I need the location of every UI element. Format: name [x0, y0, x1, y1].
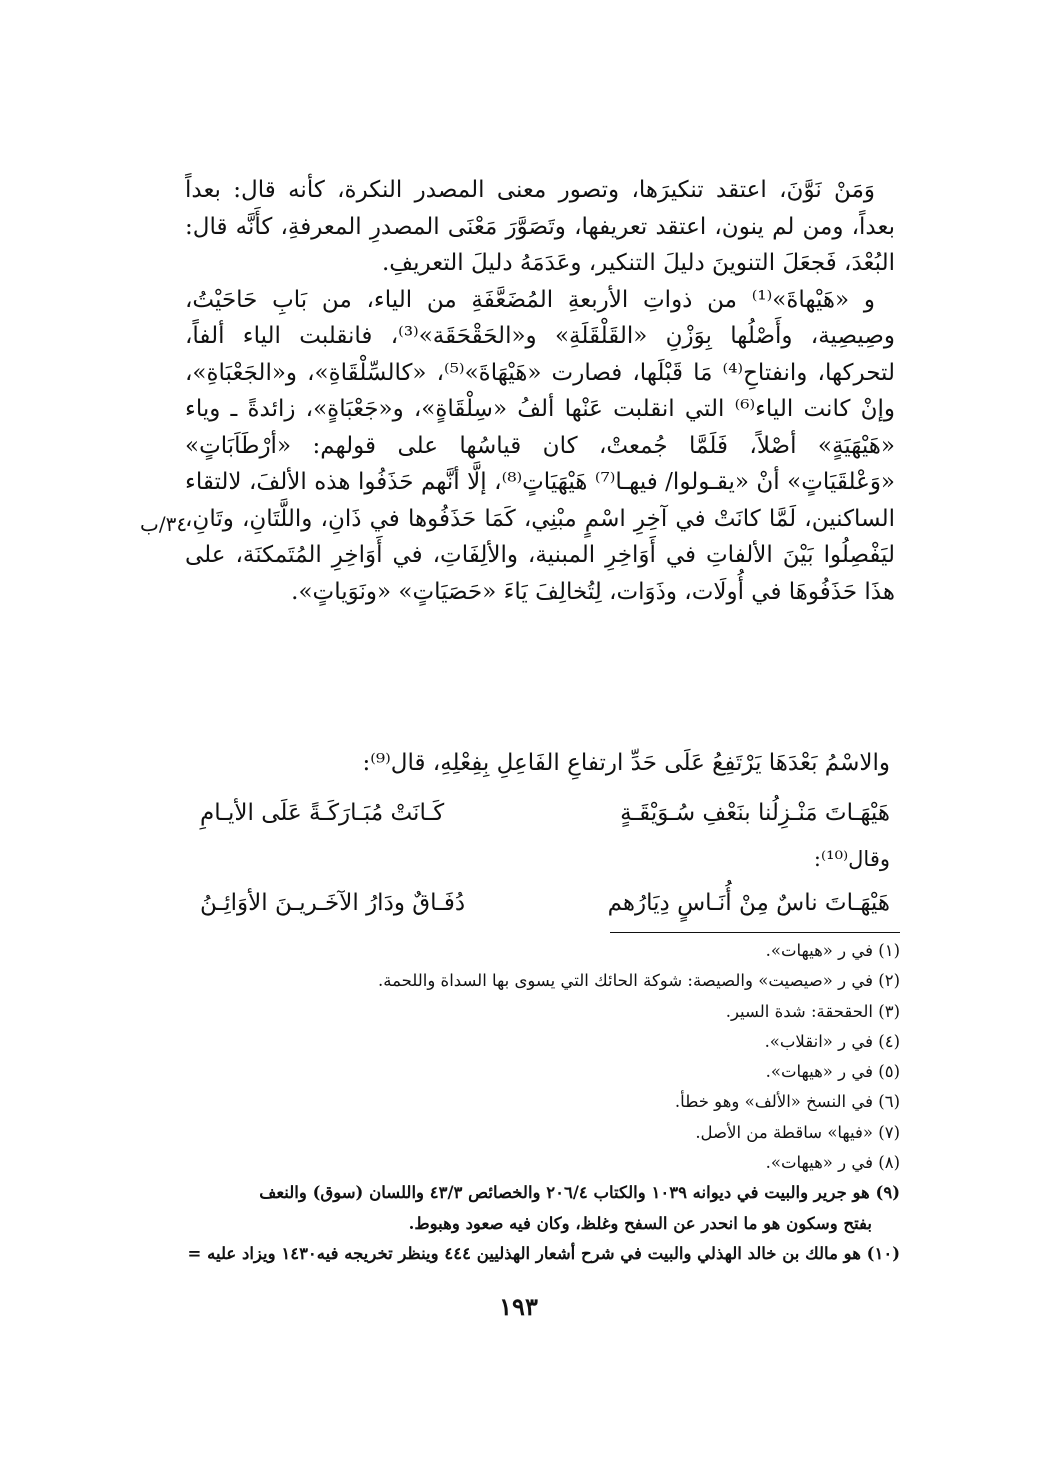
manuscript-folio-marker: ٣٤/ب — [140, 512, 188, 536]
footnote-8: (٨) في ر «هيهات». — [765, 1153, 900, 1173]
footnotes — [185, 936, 900, 1269]
footnote-6: (٦) في النسخ «الألف» وهو خطأ. — [674, 1092, 900, 1112]
footnote-9: (٩) هو جرير والبيت في ديوانه ١٠٣٩ والكتاب ٢٠٦/٤ والخصائص ٤٣/٣ واللسان (سوق) والنعف — [259, 1183, 900, 1203]
footnote-4: (٤) في ر «انقلاب». — [764, 1031, 900, 1051]
paragraph-2: و «هَيْهاةَ»⁽¹⁾ من ذواتِ الأربعةِ المُضَعَّفَةِ من الياء، من بَابِ حَاحَيْتُ، وصِيصِية، وأَصْلُها بِوَزْنِ «القَلْقَلَةِ» و«الحَقْحَقَة»⁽³⁾، فانقلبت الياء ألفاً، لتحركها، وانفتاحِ⁽⁴⁾ مَا قَبْلَها، فصارت «هَيْهَاةَ»⁽⁵⁾، «كالسِّلْقَاةِ»، و«الجَعْبَاةِ»، وإنْ كانت الياء⁽⁶⁾ التي انقلبت عَنْها ألفُ «سِلْقَاةٍ»، و«جَعْبَاةٍ»، زائدةً ـ وياء «هَيْهَيَةٍ» أصْلاً، فَلَمَّا جُمعتْ، كان قياسُها على قولهم: «أرْطَاَبَاتٍ» «وَعْلقَيَاتٍ» أنْ «يقـولوا/ فيهـا⁽⁷⁾ هَيْهَيَاتٍ⁽⁸⁾، إلَّا أنَّهم حَذَفُوا هذه الألفَ، لالتقاء الساكنين، لَمَّا كانَتْ في آخِرِ اسْمٍ مبْنِي، كَمَا حَذَفُوها في ذَانِ، واللَّتَانِ، وتَانِ، ليَفْصِلُوا بَيْنَ الألفاتِ في أَوَاخِرِ المبنية، والألِفَاتِ، في أَوَاخِرِ المُتَمكنَة، على هذَا حَذَفُوهَا في أُولَات، وذَوَات، لِتُخالِفَ يَاءَ «حَصَيَاتٍ» «ونَوَياتٍ». — [185, 286, 895, 605]
verse-2-introduction: وقال⁽¹⁰⁾: — [813, 847, 890, 871]
footnote-10: (١٠) هو مالك بن خالد الهذلي والبيت في شرح أشعار الهذليين ٤٤٤ وينظر تخريجه فيه١٤٣٠ ويزاد عليه = — [187, 1243, 900, 1263]
footnote-7: (٧) «فيها» ساقطة من الأصل. — [695, 1122, 900, 1142]
footnote-1: (١) في ر «هيهات». — [765, 941, 900, 960]
paragraph-1: وَمَنْ نَوَّنَ، اعتقد تنكيرَها، وتصور معنى المصدر النكرة، كأنه قال: بعداً بعداً، ومن لم ينون، اعتقد تعريفها، وتَصَوَّرَ مَعْنَى المصدرِ المعرفةِ، كأَنَّه قال: البُعْدَ، فَجعَلَ التنوينَ دليلَ التنكير، وعَدَمَهُ دليلَ التعريفِ. — [185, 177, 896, 276]
verse-1-first-hemistich: هَيْهَـاتَ مَنْـزِلُنا بنَعْفِ سُـوَيْقَـةٍ — [620, 800, 890, 826]
verse-introduction: والاسْمُ بَعْدَهَا يَرْتَفِعُ عَلَى حَدِّ ارتفاعِ الفَاعِلِ بِفِعْلِهِ، قال⁽⁹⁾: — [362, 750, 890, 776]
footnote-3: (٣) الحقحقة: شدة السير. — [725, 1001, 900, 1021]
verse-line-2 — [200, 890, 890, 916]
page-number: ١٩٣ — [499, 1292, 538, 1321]
footnote-5: (٥) في ر «هيهات». — [765, 1062, 900, 1082]
verse-2-first-hemistich: هَيْهَـاتَ ناسٌ مِنْ أُنَـاسٍ دِيَارُهم — [607, 890, 890, 916]
main-text — [185, 172, 895, 610]
verse-2-second-hemistich: دُفَـاقٌ ودَارُ الآخَـريـنَ الأوَائِـنُ — [200, 890, 466, 916]
verse-1-second-hemistich: كَـانَتْ مُبَـارَكَـةً عَلَى الأيـامِ — [200, 800, 445, 826]
footnote-separator — [610, 932, 900, 933]
footnote-2: (٢) في ر «صيصيت» والصيصة: شوكة الحائك التي يسوى بها السداة واللحمة. — [377, 971, 900, 991]
footnote-9-continued: بفتح وسكون هو ما انحدر عن السفح وغلظ، وكان فيه صعود وهبوط. — [408, 1213, 872, 1233]
verse-line-1 — [200, 800, 890, 826]
